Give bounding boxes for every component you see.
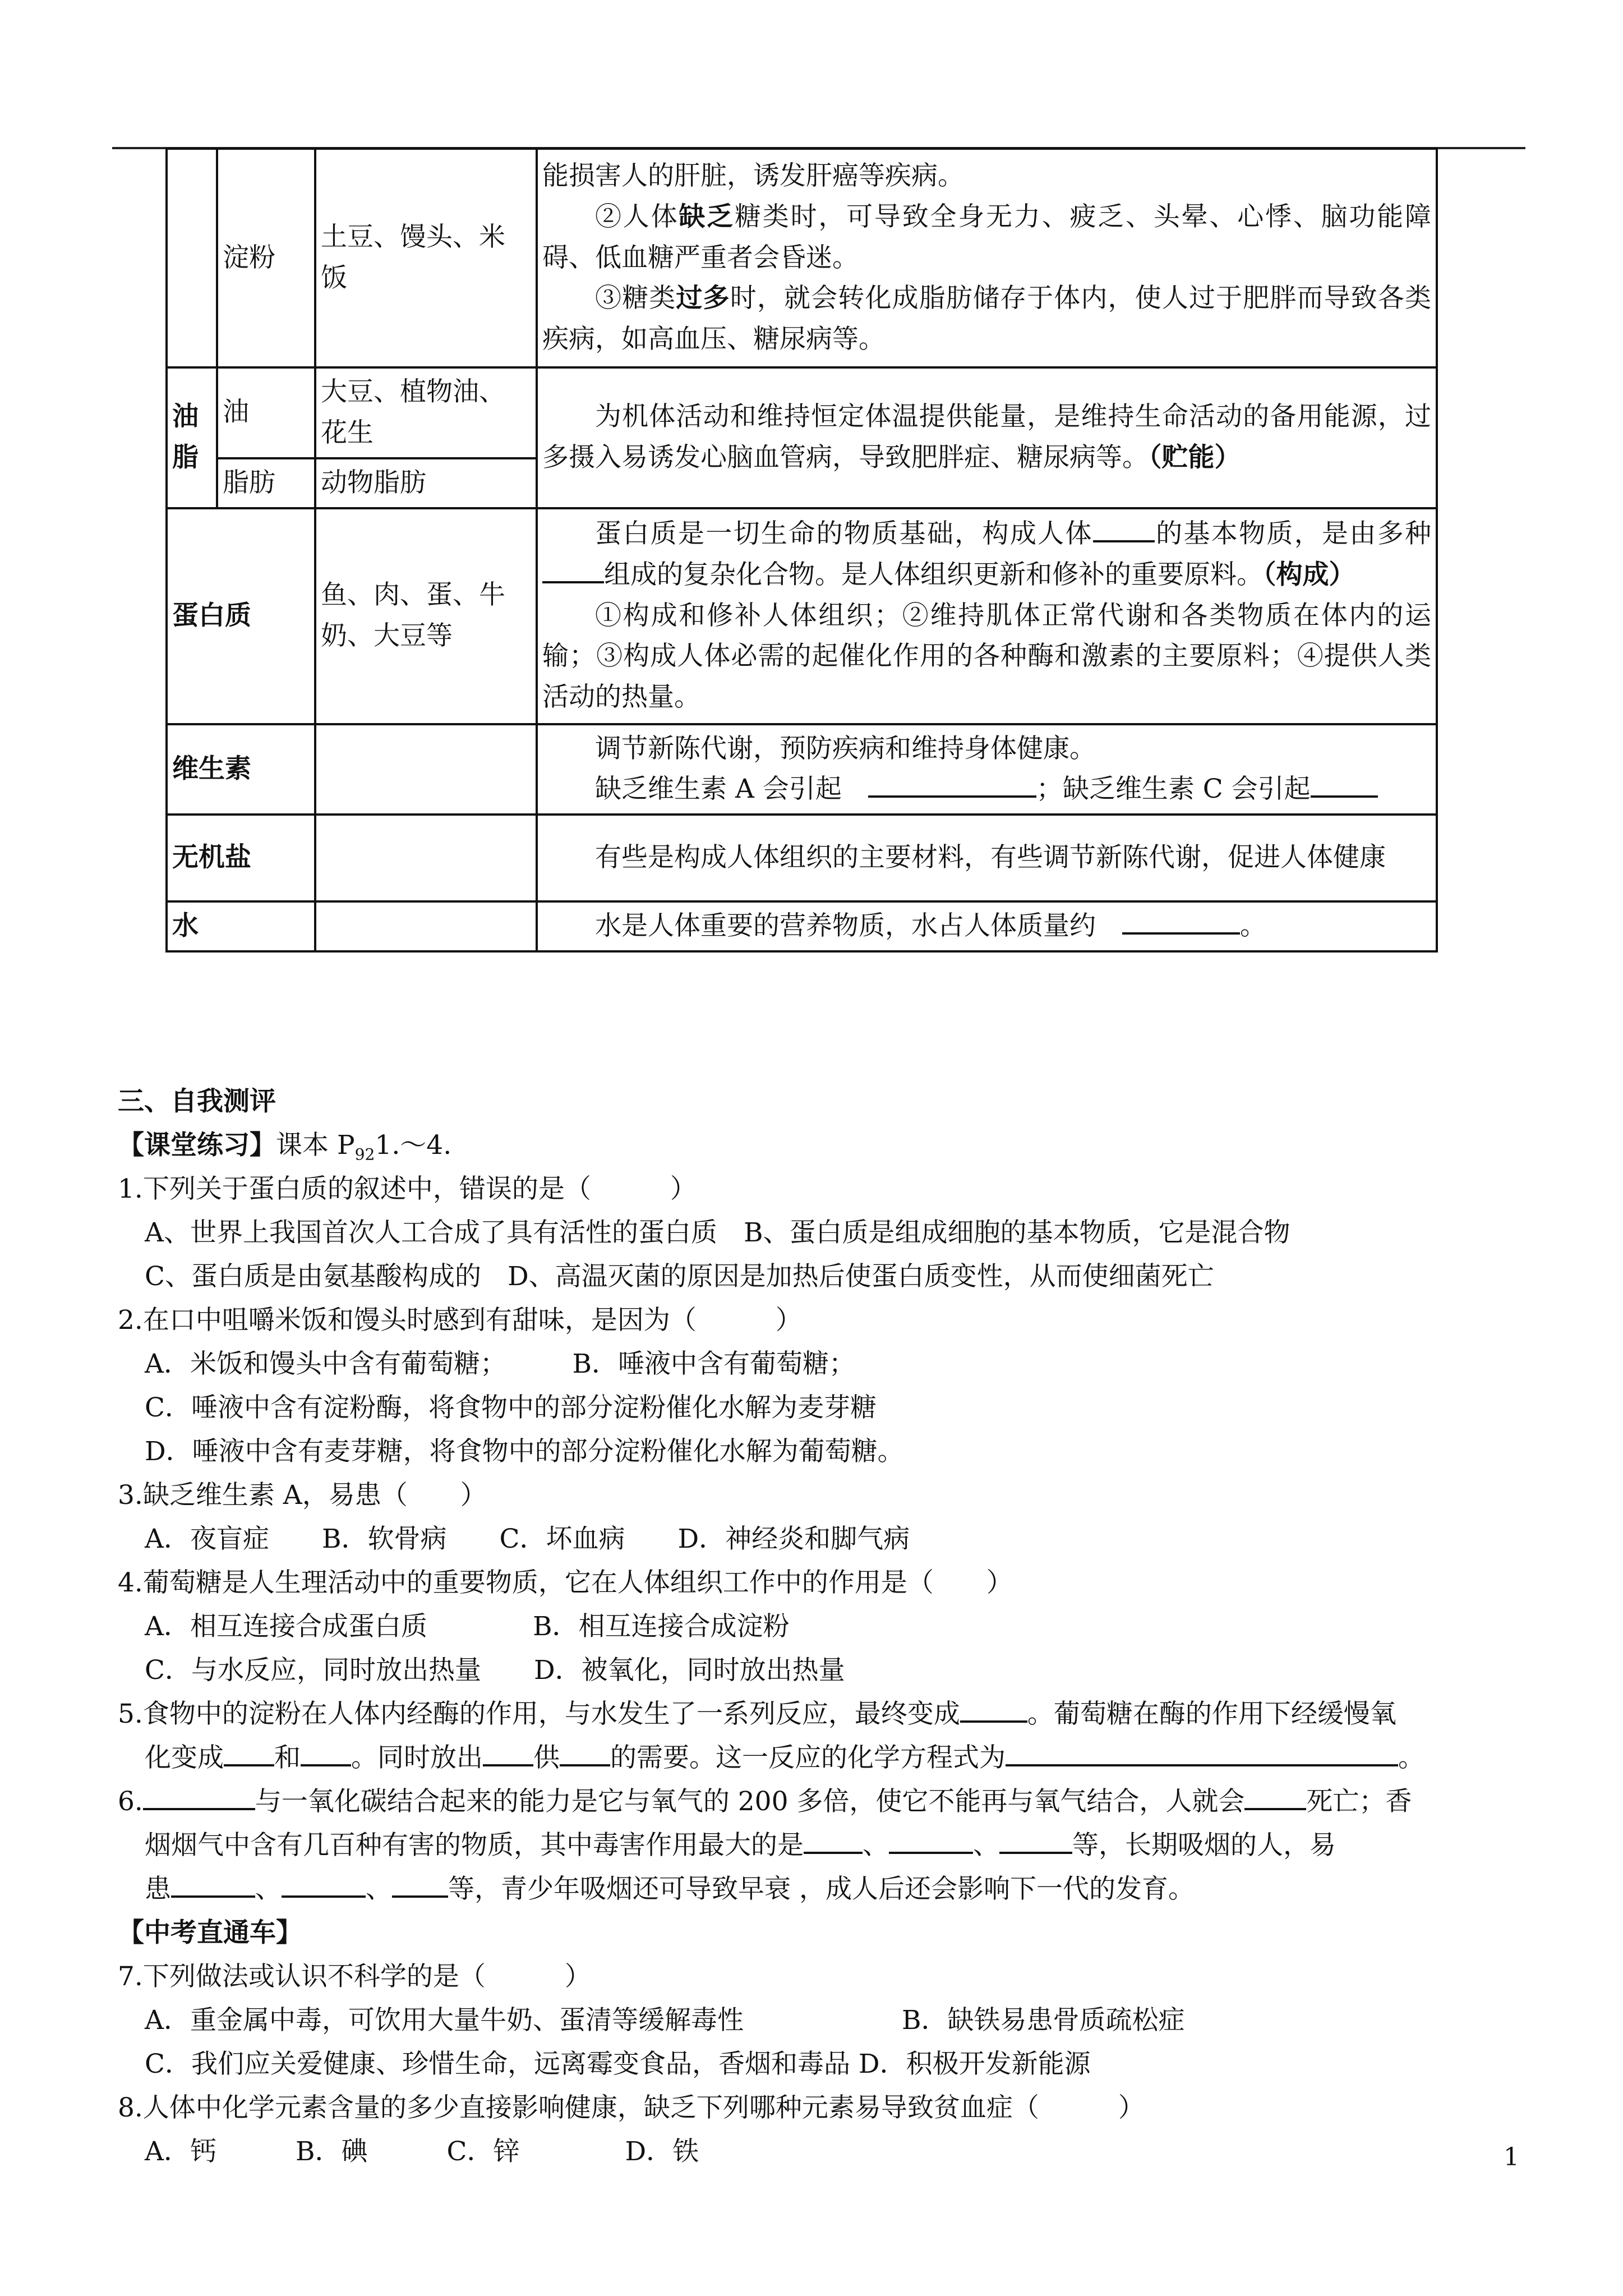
table-row [167, 149, 1437, 367]
question-2-option: C．唾液中含有淀粉酶，将食物中的部分淀粉催化水解为麦芽糖 [145, 1392, 877, 1423]
question-3-option: A．夜盲症 B．软骨病 C．坏血病 D．神经炎和脚气病 [145, 1524, 910, 1554]
protein-function: 蛋白质是一切生命的物质基础，构成人体 的基本物质，是由多种组成的复杂化合物。是人体组织更新和修补的重要原料。（构成） ①构成和修补人体组织；②维持肌体正常代谢和各类物质在体内的运输；③构成人体必需的起催化作用的各种酶和激素的主要原料；④提供人类活动的热量。 [537, 508, 1437, 724]
question-2-option: D．唾液中含有麦芽糖，将食物中的部分淀粉催化水解为葡萄糖。 [145, 1436, 904, 1467]
question-2-option: A．米饭和馒头中含有葡萄糖； B．唾液中含有葡萄糖； [145, 1349, 855, 1379]
nutrition-table [165, 148, 1438, 953]
question-5-line: 化变成 和 。同时放出 供 的需要。这一反应的化学方程式为 。 [118, 1736, 1542, 1780]
table-row [167, 367, 1437, 458]
question-3-stem: 3.缺乏维生素 A，易患（ ） [118, 1480, 487, 1511]
protein-foods: 鱼、肉、蛋、牛奶、大豆等 [315, 508, 537, 724]
table-row [167, 901, 1437, 951]
water-label: 水 [167, 901, 315, 951]
mineral-function: 有些是构成人体组织的主要材料，有些调节新陈代谢，促进人体健康 [537, 815, 1437, 901]
protein-label: 蛋白质 [167, 508, 315, 724]
starch-func-p1: 能损害人的肝脏，诱发肝癌等疾病。 [542, 160, 964, 191]
question-2-stem: 2.在口中咀嚼米饭和馒头时感到有甜味，是因为（ ） [118, 1305, 802, 1336]
starch-func-p2: ②人体缺乏糖类时，可导致全身无力、疲乏、头晕、心悸、脑功能障碍、低血糖严重者会昏迷。 [542, 201, 1432, 273]
question-1-option: C、蛋白质是由氨基酸构成的 D、高温灭菌的原因是加热后使蛋白质变性，从而使细菌死亡 [145, 1261, 1214, 1292]
fat-label: 脂肪 [217, 458, 315, 508]
oil-label: 油 [217, 367, 315, 458]
question-8-option: A．钙 B．碘 C．锌 D．铁 [145, 2136, 699, 2167]
vitamin-function: 调节新陈代谢，预防疾病和维持身体健康。 缺乏维生素 A 会引起 ；缺乏维生素 C 会引起 [537, 724, 1437, 815]
page-number: 1 [1504, 2143, 1519, 2171]
question-6-line: 6. 与一氧化碳结合起来的能力是它与氧气的 200 多倍，使它不能再与氧气结合，人就会 死亡；香 [118, 1780, 1542, 1824]
question-1-option: A、世界上我国首次人工合成了具有活性的蛋白质 B、蛋白质是组成细胞的基本物质，它是混合物 [145, 1217, 1290, 1248]
question-1-stem: 1.下列关于蛋白质的叙述中，错误的是（ ） [118, 1174, 697, 1204]
question-6-line: 患 、 、 等，青少年吸烟还可导致早衰 ，成人后还会影响下一代的发育。 [118, 1867, 1542, 1911]
vitamin-foods-empty [315, 724, 537, 815]
oil-foods: 大豆、植物油、花生 [315, 367, 537, 458]
protein-func-p2: ①构成和修补人体组织；②维持肌体正常代谢和各类物质在体内的运输；③构成人体必需的起催化作用的各种酶和激素的主要原料；④提供人类活动的热量。 [542, 600, 1431, 713]
starch-function [537, 149, 1437, 367]
question-7-option: A．重金属中毒，可饮用大量牛奶、蛋清等缓解毒性 B．缺铁易患骨质疏松症 [145, 2005, 1185, 2036]
table-row [167, 815, 1437, 901]
section-title: 三、自我测评 [118, 1086, 276, 1117]
question-4-option: A．相互连接合成蛋白质 B．相互连接合成淀粉 [145, 1611, 790, 1642]
mineral-foods-empty [315, 815, 537, 901]
starch-foods: 土豆、馒头、米饭 [315, 149, 537, 367]
question-6-line: 烟烟气中含有几百种有害的物质，其中毒害作用最大的是 、 、 等，长期吸烟的人，易 [118, 1824, 1542, 1867]
self-assessment [118, 1080, 1542, 2174]
fat-group-label: 油脂 [167, 367, 217, 508]
question-8-stem: 8.人体中化学元素含量的多少直接影响健康，缺乏下列哪种元素易导致贫血症（ ） [118, 2092, 1145, 2123]
table-row [167, 724, 1437, 815]
starch-label: 淀粉 [217, 149, 315, 367]
water-function: 水是人体重要的营养物质，水占人体质量约 。 [537, 901, 1437, 951]
mineral-label: 无机盐 [167, 815, 315, 901]
starch-func-p3: ③糖类过多时，就会转化成脂肪储存于体内，使人过于肥胖而导致各类疾病，如高血压、糖尿病等。 [542, 283, 1432, 355]
question-7-stem: 7.下列做法或认识不科学的是（ ） [118, 1961, 591, 1992]
water-foods-empty [315, 901, 537, 951]
fat-function: 为机体活动和维持恒定体温提供能量，是维持生命活动的备用能源，过多摄入易诱发心脑血管病，导致肥胖症、糖尿病等。（贮能） [537, 367, 1437, 508]
question-4-stem: 4.葡萄糖是人生理活动中的重要物质，它在人体组织工作中的作用是（ ） [118, 1567, 1013, 1598]
table-row [167, 508, 1437, 724]
question-5-line: 5.食物中的淀粉在人体内经酶的作用，与水发生了一系列反应，最终变成 。葡萄糖在酶的作用下经缓慢氧 [118, 1692, 1542, 1736]
class-practice-heading: 【课堂练习】课本 $P_{92}1.\sim 4$. [118, 1130, 452, 1164]
fat-foods: 动物脂肪 [315, 458, 537, 508]
exam-heading: 【中考直通车】 [118, 1917, 302, 1948]
group-cell-empty [167, 149, 217, 367]
question-4-option: C．与水反应，同时放出热量 D．被氧化，同时放出热量 [145, 1655, 845, 1686]
question-7-option: C．我们应关爱健康、珍惜生命，远离霉变食品，香烟和毒品 D．积极开发新能源 [145, 2049, 1091, 2079]
vitamin-label: 维生素 [167, 724, 315, 815]
